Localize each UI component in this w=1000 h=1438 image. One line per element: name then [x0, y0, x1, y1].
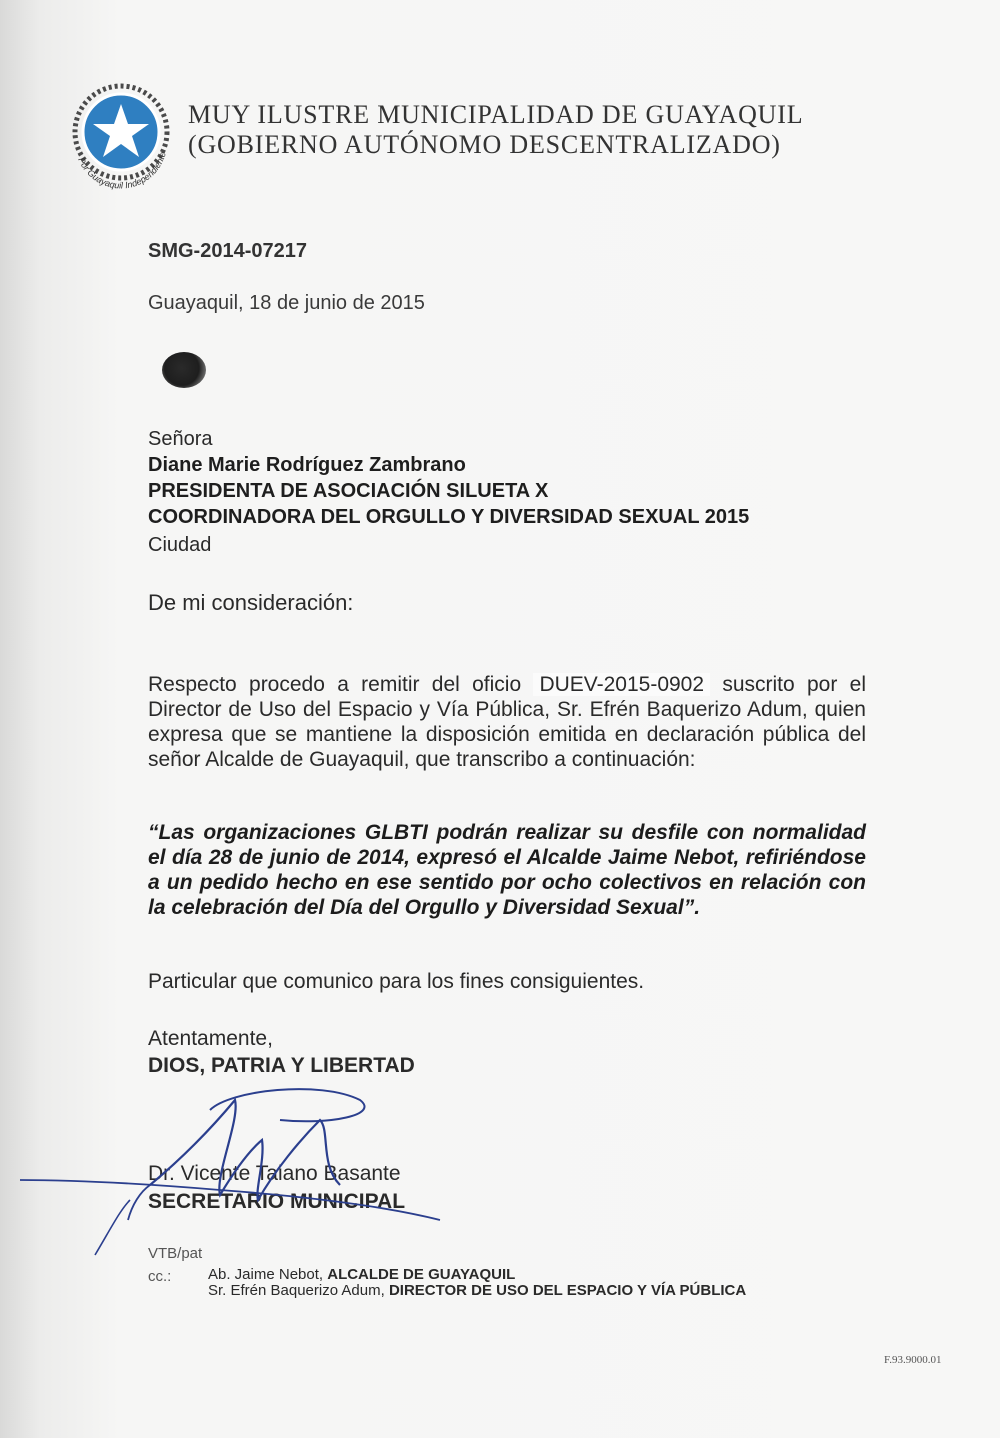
- form-number: F.93.9000.01: [884, 1354, 942, 1366]
- header-title: MUY ILUSTRE MUNICIPALIDAD DE GUAYAQUIL: [188, 100, 804, 129]
- redaction-blot: [162, 352, 206, 388]
- closing-line: Particular que comunico para los fines consiguientes.: [148, 970, 645, 993]
- body-text-start: Respecto procedo a remitir del oficio: [148, 673, 534, 696]
- addressee-title-2: COORDINADORA DEL ORGULLO Y DIVERSIDAD SEXUAL 2015: [148, 506, 750, 528]
- addressee-salutation: Señora: [148, 428, 213, 450]
- handwritten-signature: [0, 1080, 520, 1260]
- letter-date: Guayaquil, 18 de junio de 2015: [148, 292, 425, 314]
- addressee-name: Diane Marie Rodríguez Zambrano: [148, 454, 466, 476]
- motto: DIOS, PATRIA Y LIBERTAD: [148, 1054, 415, 1077]
- document-code: DUEV-2015-0902: [533, 673, 710, 696]
- reference-number: SMG-2014-07217: [148, 240, 307, 262]
- quoted-statement: “Las organizaciones GLBTI podrán realizar su desfile con normalidad el día 28 de junio de 2014, expresó el Alcalde Jaime Nebot, refiriéndose a un pedido hecho en ese sentido por ocho colectivos en relación con la celebración del Día del Orgullo y Diversidad Sexual”.: [148, 821, 866, 919]
- addressee-city: Ciudad: [148, 534, 212, 556]
- seal-motto-text: Por Guayaquil Independiente: [76, 150, 168, 191]
- cc-recipient-2: Sr. Efrén Baquerizo Adum, DIRECTOR DE USO DEL ESPACIO Y VÍA PÚBLICA: [208, 1282, 747, 1299]
- signer-name: Dr. Vicente Taiano Basante: [148, 1162, 401, 1185]
- addressee-title-1: PRESIDENTA DE ASOCIACIÓN SILUETA X: [148, 480, 549, 502]
- cc-recipient-1: Ab. Jaime Nebot, ALCALDE DE GUAYAQUIL: [208, 1266, 516, 1283]
- body-paragraph: [148, 672, 866, 772]
- cc-label: cc.:: [148, 1268, 172, 1285]
- header-subtitle: (GOBIERNO AUTÓNOMO DESCENTRALIZADO): [188, 130, 781, 159]
- body-text-rest: suscrito por el Director de Uso del Espacio y Vía Pública, Sr. Efrén Baquerizo Adum, quien expresa que se mantiene la disposición emitida en declaración pública del señor Alcalde de Guayaquil, que transcribo a continuación:: [148, 673, 866, 771]
- greeting: De mi consideración:: [148, 590, 354, 615]
- typist-initials: VTB/pat: [148, 1245, 203, 1262]
- regards: Atentamente,: [148, 1027, 273, 1050]
- municipality-seal-logo: [62, 82, 180, 200]
- signer-title: SECRETARIO MUNICIPAL: [148, 1190, 406, 1213]
